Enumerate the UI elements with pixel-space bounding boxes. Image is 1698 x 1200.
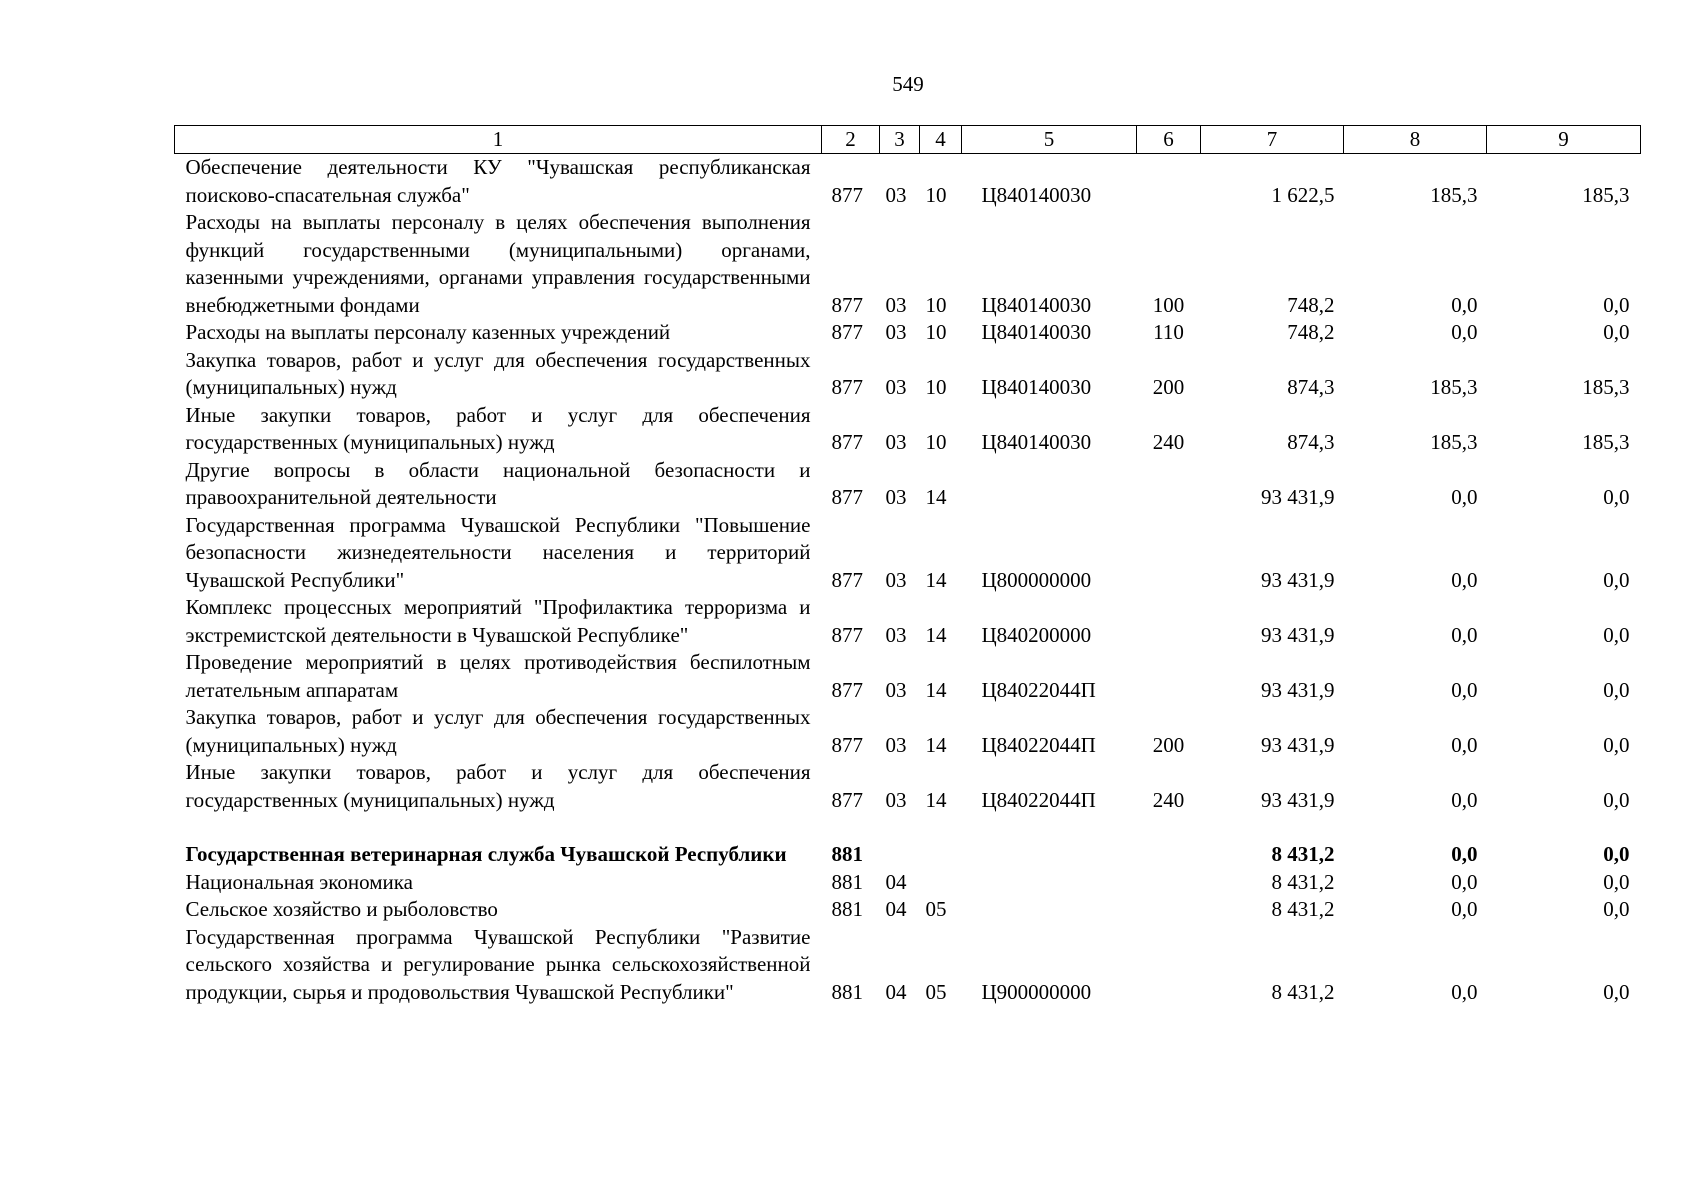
row-amount-col9: 0,0 [1603,732,1630,757]
row-section-code: 03 [885,292,907,317]
row-ministry-code: 877 [831,182,863,207]
table-row [175,924,1641,1007]
row-ministry-code: 881 [831,842,863,866]
table-row [175,209,1641,319]
row-amount-col9: 0,0 [1603,787,1630,812]
row-amount-col7: 8 431,2 [1271,842,1335,866]
table-row-department-total [175,841,1641,869]
row-section-code: 03 [885,677,907,702]
row-amount-col7: 8 431,2 [1271,869,1335,894]
row-expense-type: 200 [1152,375,1185,399]
row-amount-col8: 185,3 [1430,430,1478,454]
row-subsection-code [920,869,962,897]
row-ministry-code: 877 [831,292,863,317]
row-amount-col7: 748,2 [1287,320,1335,344]
row-amount-col8: 0,0 [1451,732,1478,757]
row-expense-type [1137,512,1201,595]
row-subsection-code: 14 [925,567,947,592]
row-section-code: 03 [885,567,907,592]
row-amount-col9: 185,3 [1582,182,1630,207]
row-expense-type: 240 [1152,787,1185,812]
row-subsection-code: 10 [925,320,947,344]
row-amount-col8: 0,0 [1451,677,1478,702]
row-subsection-code: 14 [925,622,947,647]
row-expense-type [1137,154,1201,210]
row-name: Иные закупки товаров, работ и услуг для обеспечения государственных (муниципальных) нужд [185,760,811,812]
row-subsection-code: 14 [925,732,947,757]
table-body [175,154,1641,1007]
table-header-row [175,126,1641,154]
row-amount-col8: 0,0 [1451,567,1478,592]
row-target-article [962,457,1137,512]
row-section-code: 03 [885,182,907,207]
table-row [175,154,1641,210]
row-ministry-code: 877 [831,375,863,399]
row-amount-col8: 0,0 [1451,979,1478,1004]
row-name: Закупка товаров, работ и услуг для обеспечения государственных (муниципальных) нужд [185,705,811,757]
row-section-code: 03 [885,787,907,812]
row-target-article: Ц840140030 [981,182,1092,207]
row-ministry-code: 877 [831,485,863,509]
row-amount-col7: 93 431,9 [1261,485,1335,509]
table-row [175,594,1641,649]
column-header: 8 [1344,126,1487,154]
table-row [175,347,1641,402]
row-amount-col7: 748,2 [1287,292,1335,317]
row-section-code: 03 [885,485,907,509]
row-target-article: Ц84022044П [981,787,1096,812]
column-header: 3 [880,126,920,154]
column-header: 7 [1201,126,1344,154]
row-expense-type [1137,594,1201,649]
row-amount-col9: 0,0 [1603,567,1630,592]
row-name: Проведение мероприятий в целях противодействия беспилотным летательным аппаратам [185,650,811,702]
row-expense-type [1137,841,1201,869]
row-subsection-code: 14 [925,787,947,812]
row-amount-col7: 874,3 [1287,375,1335,399]
row-target-article: Ц840140030 [981,292,1092,317]
row-amount-col7: 93 431,9 [1261,732,1335,757]
row-amount-col8: 0,0 [1451,787,1478,812]
row-expense-type [1137,457,1201,512]
row-section-code: 03 [885,430,907,454]
budget-table [174,125,1641,1006]
row-expense-type [1137,924,1201,1007]
row-ministry-code: 877 [831,622,863,647]
row-name: Обеспечение деятельности КУ "Чувашская республиканская поисково-спасательная служба" [185,155,811,207]
row-ministry-code: 881 [831,897,863,921]
row-name: Иные закупки товаров, работ и услуг для обеспечения государственных (муниципальных) нужд [185,402,811,454]
column-header: 4 [920,126,962,154]
row-amount-col7: 8 431,2 [1271,897,1335,921]
row-amount-col9: 0,0 [1603,979,1630,1004]
row-amount-col7: 8 431,2 [1271,979,1335,1004]
row-expense-type [1137,869,1201,897]
row-expense-type: 200 [1152,732,1185,757]
row-name: Расходы на выплаты персоналу в целях обеспечения выполнения функций государственными (муниципальными) органами, казенными учреждениями, органами управления государственными внебюджетными фондами [185,210,811,317]
table-row [175,649,1641,704]
row-subsection-code: 05 [925,897,947,921]
row-subsection-code: 05 [925,979,947,1004]
row-amount-col7: 93 431,9 [1261,677,1335,702]
row-amount-col9: 0,0 [1603,622,1630,647]
row-ministry-code: 877 [831,732,863,757]
row-target-article: Ц84022044П [981,677,1096,702]
row-section-code: 04 [885,869,907,894]
row-name: Закупка товаров, работ и услуг для обеспечения государственных (муниципальных) нужд [185,347,811,399]
row-name: Государственная программа Чувашской Республики "Повышение безопасности жизнедеятельности населения и территорий Чувашской Республики" [185,512,811,592]
row-amount-col8: 0,0 [1451,485,1478,509]
row-amount-col8: 0,0 [1451,869,1478,894]
row-amount-col9: 0,0 [1603,869,1630,894]
row-amount-col7: 93 431,9 [1261,787,1335,812]
row-target-article: Ц840140030 [981,375,1092,399]
row-name: Расходы на выплаты персоналу казенных учреждений [185,320,671,344]
table-row [175,869,1641,897]
row-subsection-code [920,841,962,869]
row-subsection-code: 14 [925,677,947,702]
row-amount-col8: 0,0 [1451,842,1478,866]
row-amount-col8: 185,3 [1430,182,1478,207]
row-section-code: 03 [885,375,907,399]
row-target-article: Ц840140030 [981,320,1092,344]
row-section-code: 03 [885,732,907,757]
row-section-code [880,841,920,869]
row-name: Государственная ветеринарная служба Чувашской Республики [185,842,787,866]
row-name: Другие вопросы в области национальной безопасности и правоохранительной деятельности [185,457,811,509]
row-target-article [962,841,1137,869]
row-amount-col9: 0,0 [1603,485,1630,509]
column-header: 6 [1137,126,1201,154]
row-expense-type: 110 [1153,320,1184,344]
row-target-article [962,896,1137,924]
row-name: Комплекс процессных мероприятий "Профилактика терроризма и экстремистской деятельности в Чувашской Республике" [185,595,811,647]
column-header: 9 [1487,126,1641,154]
table-row [175,402,1641,457]
row-section-code: 04 [885,897,907,921]
row-amount-col9: 0,0 [1603,897,1630,921]
column-header: 5 [962,126,1137,154]
row-expense-type: 240 [1152,430,1185,454]
row-name: Национальная экономика [185,869,413,894]
row-expense-type: 100 [1152,292,1185,317]
row-amount-col9: 0,0 [1603,320,1630,344]
row-target-article: Ц84022044П [981,732,1096,757]
row-section-code: 04 [885,979,907,1004]
spacer-cell [175,814,1641,841]
row-target-article: Ц840140030 [981,430,1092,454]
row-amount-col9: 0,0 [1603,842,1630,866]
row-name: Государственная программа Чувашской Республики "Развитие сельского хозяйства и регулирование рынка сельскохозяйственной продукции, сырья и продовольствия Чувашской Республики" [185,924,811,1004]
row-subsection-code: 10 [925,375,947,399]
table-row [175,704,1641,759]
row-amount-col8: 0,0 [1451,622,1478,647]
row-amount-col9: 185,3 [1582,375,1630,399]
row-amount-col7: 93 431,9 [1261,567,1335,592]
row-amount-col9: 0,0 [1603,292,1630,317]
row-subsection-code: 10 [925,182,947,207]
row-amount-col8: 0,0 [1451,897,1478,921]
row-expense-type [1137,649,1201,704]
row-ministry-code: 881 [831,979,863,1004]
row-name: Сельское хозяйство и рыболовство [185,897,498,921]
row-target-article [962,869,1137,897]
row-section-code: 03 [885,622,907,647]
row-section-code: 03 [885,320,907,344]
row-ministry-code: 877 [831,320,863,344]
spacer-row [175,814,1641,841]
table-row [175,457,1641,512]
row-subsection-code: 14 [925,485,947,509]
table-row [175,759,1641,814]
row-amount-col8: 0,0 [1451,320,1478,344]
row-ministry-code: 877 [831,567,863,592]
row-amount-col9: 185,3 [1582,430,1630,454]
table-row [175,896,1641,924]
row-ministry-code: 877 [831,430,863,454]
row-ministry-code: 881 [831,869,863,894]
row-subsection-code: 10 [925,430,947,454]
row-target-article: Ц800000000 [981,567,1092,592]
row-target-article: Ц840200000 [981,622,1092,647]
column-header: 1 [175,126,822,154]
table-row [175,512,1641,595]
row-subsection-code: 10 [925,292,947,317]
row-expense-type [1137,896,1201,924]
row-target-article: Ц900000000 [981,979,1092,1004]
page-number: 549 [892,72,924,96]
row-amount-col8: 185,3 [1430,375,1478,399]
row-amount-col7: 1 622,5 [1271,182,1335,207]
row-amount-col8: 0,0 [1451,292,1478,317]
row-amount-col7: 93 431,9 [1261,622,1335,647]
row-amount-col9: 0,0 [1603,677,1630,702]
row-ministry-code: 877 [831,677,863,702]
table-row [175,319,1641,347]
column-header: 2 [822,126,880,154]
row-amount-col7: 874,3 [1287,430,1335,454]
row-ministry-code: 877 [831,787,863,812]
